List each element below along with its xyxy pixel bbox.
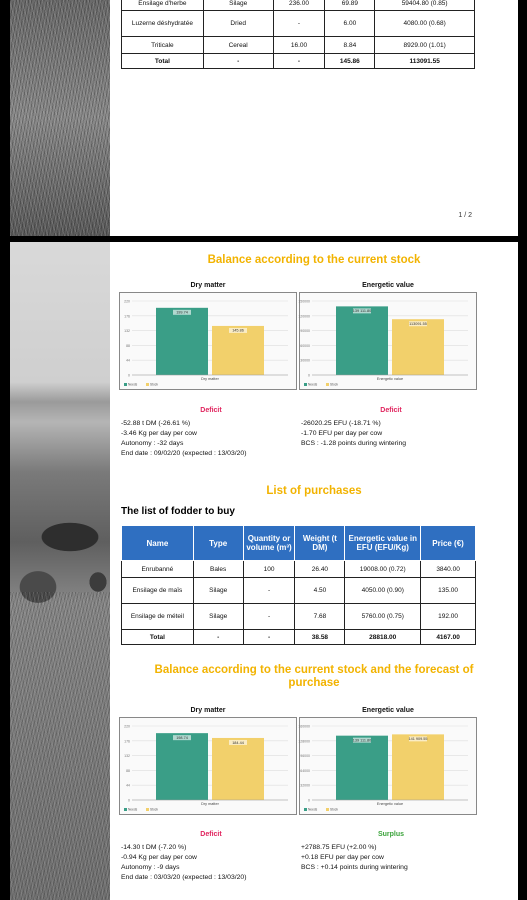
cell-quantity: - [273, 11, 325, 37]
cell-name: Triticale [122, 37, 204, 54]
cell-quantity: 236.00 [273, 0, 325, 11]
tick-label: 0 [308, 373, 310, 378]
cell-energy: 4050.00 (0.90) [345, 578, 421, 604]
cell-energy: 4080.00 (0.68) [375, 11, 475, 37]
info-line: Autonomy : -32 days [121, 440, 184, 447]
cell-type: Silage [203, 0, 273, 11]
cell-price: 135.00 [421, 578, 476, 604]
purchases-title: List of purchases [266, 485, 362, 497]
grass-photo-strip [10, 0, 110, 236]
table-total-row [122, 630, 476, 645]
legend-swatch [326, 808, 329, 811]
dry-matter-forecast-status: Deficit [200, 831, 222, 838]
data-label: 184.44 [232, 740, 244, 745]
tick-label: 0 [128, 798, 130, 803]
purchases-table [121, 525, 476, 645]
chart-title: Energetic value [362, 707, 414, 714]
chart-svg [300, 718, 476, 814]
legend-swatch [124, 808, 127, 811]
cell-name: Enrubanné [122, 561, 194, 578]
table-row [122, 604, 476, 630]
cell-type: Bales [193, 561, 243, 578]
cell-type: Cereal [203, 37, 273, 54]
cell-weight: 7.68 [295, 604, 345, 630]
tick-label: 132 [124, 329, 130, 334]
table-row [122, 578, 476, 604]
tick-label: 220 [124, 724, 130, 729]
cell-price: 4167.00 [421, 630, 476, 645]
info-line: BCS : +0.14 points during wintering [301, 864, 408, 871]
header-weight: Weight (t DM) [295, 526, 345, 561]
legend-label: Stock [150, 382, 158, 387]
bar-stock [392, 319, 444, 375]
info-line: End date : 09/02/20 (expected : 13/03/20) [121, 450, 247, 457]
tick-label: 90000 [300, 329, 310, 334]
cell-name: Ensilage de méteil [122, 604, 194, 630]
info-line: -52.88 t DM (-26.61 %) [121, 420, 191, 427]
cell-type: Dried [203, 11, 273, 37]
energy-forecast-info [301, 843, 408, 873]
bar-needs [156, 733, 208, 800]
table-row [122, 37, 475, 54]
cell-price: 3840.00 [421, 561, 476, 578]
header-energy: Energetic value in EFU (EFU/Kg) [345, 526, 421, 561]
chart-svg [120, 293, 296, 389]
tick-label: 128000 [298, 739, 310, 744]
table-total-row [122, 54, 475, 69]
energetic-value-forecast-chart [299, 707, 477, 815]
cell-energy: 59404.80 (0.85) [375, 0, 475, 11]
cell-weight: 69.89 [325, 0, 375, 11]
dry-matter-forecast-info [121, 843, 246, 883]
data-label: 198.74 [176, 735, 188, 740]
legend-label: Stock [330, 382, 338, 387]
legend-swatch [326, 383, 329, 386]
chart-title: Dry matter [190, 707, 226, 714]
balance-current-stock-title: Balance according to the current stock [207, 254, 421, 266]
info-line: +0.18 EFU per day per cow [301, 854, 384, 861]
cell-energy: 8929.00 (1.01) [375, 37, 475, 54]
tick-label: 60000 [300, 343, 310, 348]
table-row [122, 0, 475, 11]
header-name: Name [122, 526, 194, 561]
tick-label: 88 [126, 768, 130, 773]
tick-label: 44 [126, 783, 130, 788]
dry-matter-status: Deficit [200, 407, 222, 414]
page-number: 1 / 2 [458, 212, 472, 219]
info-line: +2788.75 EFU (+2.00 %) [301, 844, 377, 851]
table-header-row [122, 526, 476, 561]
table-row [122, 11, 475, 37]
table-row [122, 561, 476, 578]
tick-label: 64000 [300, 768, 310, 773]
tick-label: 176 [124, 739, 130, 744]
cell-quantity: 100 [243, 561, 295, 578]
bar-stock [212, 738, 264, 800]
info-line: -0.94 Kg per day per cow [121, 854, 197, 861]
bar-needs [336, 736, 388, 800]
cell-quantity: 16.00 [273, 37, 325, 54]
cell-weight: 38.58 [295, 630, 345, 645]
cell-name: Total [122, 630, 194, 645]
legend-label: Stock [330, 807, 338, 812]
x-axis-label: Dry matter [201, 377, 219, 381]
cell-quantity: - [243, 578, 295, 604]
dry-matter-forecast-chart [119, 707, 297, 815]
data-label: 141 909.55 [408, 737, 428, 742]
data-label: 139 111.80 [352, 738, 372, 743]
tick-label: 32000 [300, 783, 310, 788]
cell-weight: 26.40 [295, 561, 345, 578]
dry-matter-chart [119, 282, 297, 390]
header-type: Type [193, 526, 243, 561]
fodder-stock-table [121, 0, 475, 69]
data-label: 145.86 [232, 328, 244, 333]
legend-swatch [304, 808, 307, 811]
tick-label: 88 [126, 343, 130, 348]
tick-label: 30000 [300, 358, 310, 363]
cell-type: - [193, 630, 243, 645]
cell-type: - [203, 54, 273, 69]
legend-label: Needs [308, 807, 318, 812]
cell-price: 192.00 [421, 604, 476, 630]
chart-title: Energetic value [362, 282, 414, 289]
tick-label: 0 [308, 798, 310, 803]
cell-energy: 5760.00 (0.75) [345, 604, 421, 630]
bar-needs [156, 308, 208, 375]
legend-swatch [146, 383, 149, 386]
bar-stock [212, 326, 264, 375]
data-label: 113091.55 [409, 322, 427, 327]
cell-quantity: - [243, 604, 295, 630]
cell-weight: 8.84 [325, 37, 375, 54]
report-page-1 [10, 0, 518, 236]
legend-label: Needs [128, 807, 138, 812]
data-label: 199.74 [176, 310, 188, 315]
landscape-photo-strip [10, 242, 110, 900]
info-line: -26020.25 EFU (-18.71 %) [301, 420, 381, 427]
cell-quantity: - [243, 630, 295, 645]
bar-needs [336, 306, 388, 375]
x-axis-label: Energetic value [376, 802, 404, 806]
tick-label: 160000 [298, 724, 310, 729]
cell-name: Ensilage de maïs [122, 578, 194, 604]
legend-label: Needs [308, 382, 318, 387]
cell-weight: 4.50 [295, 578, 345, 604]
cell-weight: 145.86 [325, 54, 375, 69]
cell-name: Luzerne déshydratée [122, 11, 204, 37]
legend-swatch [304, 383, 307, 386]
energy-status: Deficit [380, 407, 402, 414]
tick-label: 132 [124, 754, 130, 759]
energetic-value-chart [299, 282, 477, 390]
header-price: Price (€) [421, 526, 476, 561]
info-line: -3.46 Kg per day per cow [121, 430, 197, 437]
tick-label: 150000 [298, 299, 310, 304]
energy-forecast-status: Surplus [377, 831, 405, 838]
tick-label: 44 [126, 358, 130, 363]
cell-energy: 28818.00 [345, 630, 421, 645]
tick-label: 0 [128, 373, 130, 378]
cell-weight: 6.00 [325, 11, 375, 37]
legend-swatch [124, 383, 127, 386]
data-label: 139 111.80 [352, 309, 372, 314]
info-line: BCS : -1.28 points during wintering [301, 440, 407, 447]
cell-quantity: - [273, 54, 325, 69]
bar-stock [392, 734, 444, 800]
tick-label: 96000 [300, 754, 310, 759]
balance-forecast-title: Balance according to the current stock and the forecast of purchase [154, 664, 474, 689]
info-line: Autonomy : -9 days [121, 864, 180, 871]
cell-energy: 19008.00 (0.72) [345, 561, 421, 578]
x-axis-label: Dry matter [201, 802, 219, 806]
legend-label: Stock [150, 807, 158, 812]
cell-type: Silage [193, 578, 243, 604]
x-axis-label: Energetic value [376, 377, 404, 381]
header-quantity: Quantity or volume (m³) [243, 526, 295, 561]
tick-label: 220 [124, 299, 130, 304]
cell-name: Total [122, 54, 204, 69]
chart-svg [120, 718, 296, 814]
cell-name: Ensilage d'herbe [122, 0, 204, 11]
tick-label: 176 [124, 314, 130, 319]
info-line: -1.70 EFU per day per cow [301, 430, 383, 437]
legend-label: Needs [128, 382, 138, 387]
purchases-subtitle: The list of fodder to buy [121, 506, 235, 517]
chart-svg [300, 293, 476, 389]
dry-matter-info [121, 419, 246, 459]
info-line: -14.30 t DM (-7.20 %) [121, 844, 187, 851]
chart-title: Dry matter [190, 282, 226, 289]
info-line: End date : 03/03/20 (expected : 13/03/20) [121, 874, 247, 881]
report-page-2 [10, 242, 518, 900]
legend-swatch [146, 808, 149, 811]
cell-energy: 113091.55 [375, 54, 475, 69]
tick-label: 120000 [298, 314, 310, 319]
energy-info [301, 419, 406, 449]
cell-type: Silage [193, 604, 243, 630]
